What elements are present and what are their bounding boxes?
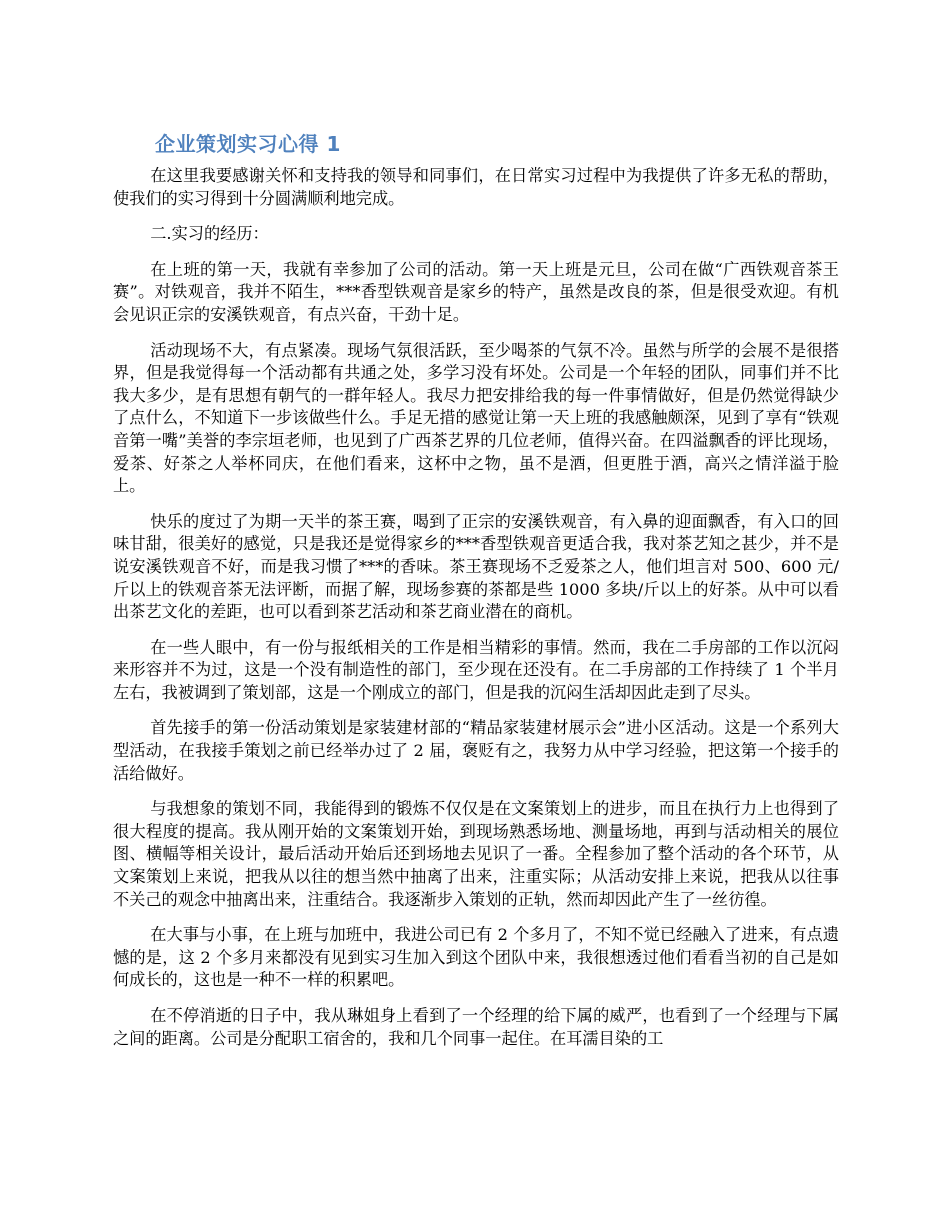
section-heading: 二.实习的经历： xyxy=(150,224,269,244)
paragraph: 在这里我要感谢关怀和支持我的领导和同事们，在日常实习过程中为我提供了许多无私的帮助，使我们的实习得到十分圆满顺利地完成。 xyxy=(113,166,839,208)
document-title: 企业策划实习心得 1 xyxy=(155,132,341,156)
paragraph: 在不停消逝的日子中，我从琳姐身上看到了一个经理的给下属的威严，也看到了一个经理与下属之间的距离。公司是分配职工宿舍的，我和几个同事一起住。在耳濡目染的工 xyxy=(113,1006,839,1048)
paragraph: 首先接手的第一份活动策划是家装建材部的“精品家装建材展示会”进小区活动。这是一个系列大型活动，在我接手策划之前已经举办过了 2 届，褒贬有之，我努力从中学习经验，把这第一个接手的活给做好。 xyxy=(113,718,839,783)
paragraph: 与我想象的策划不同，我能得到的锻炼不仅仅是在文案策划上的进步，而且在执行力上也得到了很大程度的提高。我从刚开始的文案策划开始，到现场熟悉场地、测量场地，再到与活动相关的展位图、横幅等相关设计，最后活动开始后还到场地去见识了一番。全程参加了整个活动的各个环节，从文案策划上来说，把我从以往的想当然中抽离了出来，注重实际；从活动安排上来说，把我从以往事不关己的观念中抽离出来，注重结合。我逐渐步入策划的正轨，然而却因此产生了一丝彷徨。 xyxy=(113,799,839,909)
paragraph: 活动现场不大，有点紧凑。现场气氛很活跃，至少喝茶的气氛不冷。虽然与所学的会展不是很搭界，但是我觉得每一个活动都有共通之处，多学习没有坏处。公司是一个年轻的团队，同事们并不比我大多少，是有思想有朝气的一群年轻人。我尽力把安排给我的每一件事情做好，但是仍然觉得缺少了点什么，不知道下一步该做些什么。手足无措的感觉让第一天上班的我感触颇深，见到了享有“铁观音第一嘴”美誉的李宗垣老师，也见到了广西茶艺界的几位老师，值得兴奋。在四溢飘香的评比现场，爱茶、好茶之人举杯同庆，在他们看来，这杯中之物，虽不是酒，但更胜于酒，高兴之情洋溢于脸上。 xyxy=(113,340,839,496)
paragraph: 在一些人眼中，有一份与报纸相关的工作是相当精彩的事情。然而，我在二手房部的工作以沉闷来形容并不为过，这是一个没有制造性的部门，至少现在还没有。在二手房部的工作持续了 1 个半月左右，我被调到了策划部，这是一个刚成立的部门，但是我的沉闷生活却因此走到了尽头。 xyxy=(113,637,839,702)
paragraph: 在上班的第一天，我就有幸参加了公司的活动。第一天上班是元旦，公司在做“广西铁观音茶王赛”。对铁观音，我并不陌生，***香型铁观音是家乡的特产，虽然是改良的茶，但是很受欢迎。有机会见识正宗的安溪铁观音，有点兴奋，干劲十足。 xyxy=(113,259,839,324)
document-body xyxy=(113,165,839,1063)
paragraph: 在大事与小事，在上班与加班中，我进公司已有 2 个多月了，不知不觉已经融入了进来，有点遗憾的是，这 2 个多月来都没有见到实习生加入到这个团队中来，我很想透过他们看看当初的自己是如何成长的，这也是一种不一样的积累吧。 xyxy=(113,925,839,990)
paragraph: 快乐的度过了为期一天半的茶王赛，喝到了正宗的安溪铁观音，有入鼻的迎面飘香，有入口的回味甘甜，很美好的感觉，只是我还是觉得家乡的***香型铁观音更适合我，我对茶艺知之甚少，并不是说安溪铁观音不好，而是我习惯了***的香味。茶王赛现场不乏爱茶之人，他们坦言对 500、600 元/斤以上的铁观音茶无法评断，而据了解，现场参赛的茶都是些 1000 多块/斤以上的好茶。从中可以看出茶艺文化的差距，也可以看到茶艺活动和茶艺商业潜在的商机。 xyxy=(113,511,839,622)
